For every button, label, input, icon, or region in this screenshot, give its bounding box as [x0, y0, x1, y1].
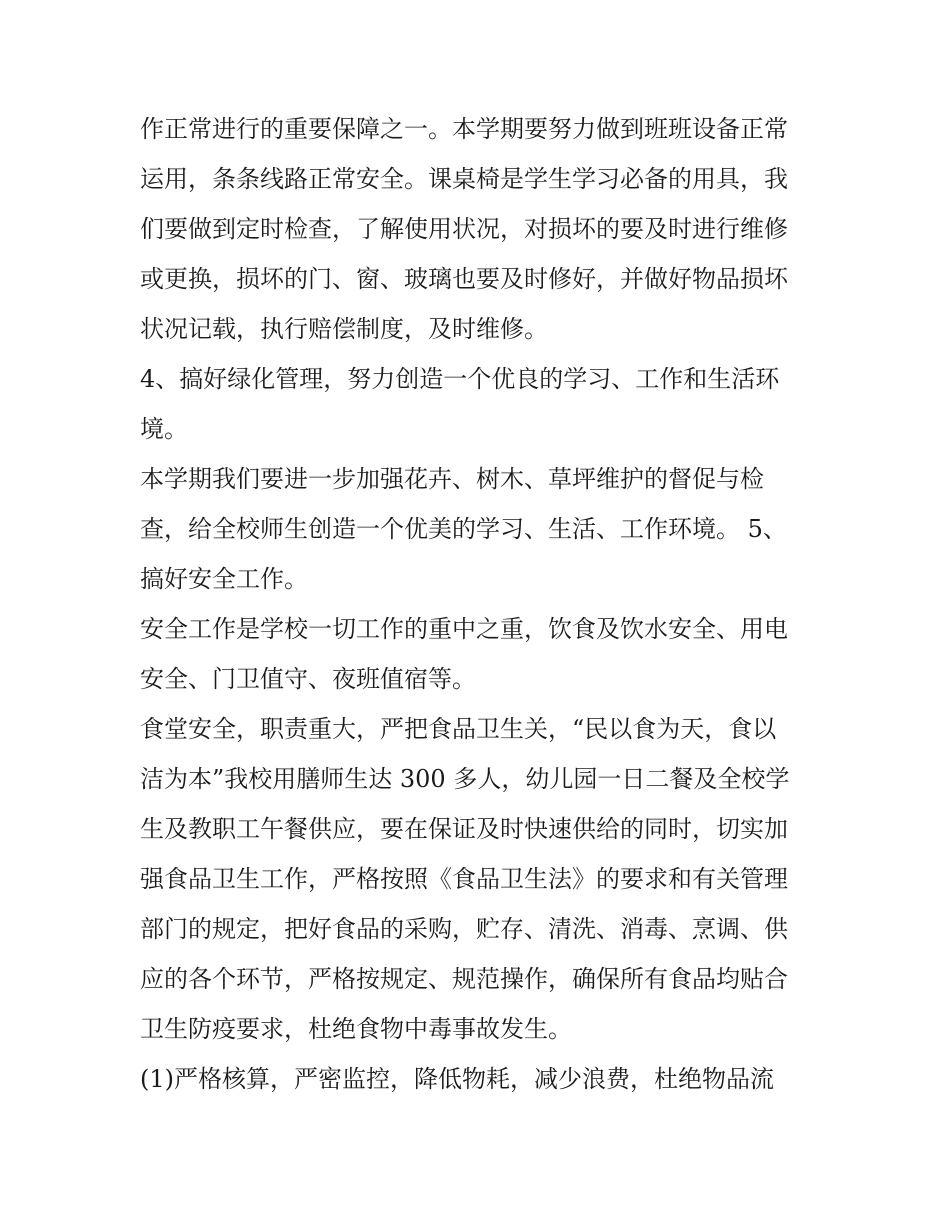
text-line: 境。: [140, 415, 188, 443]
text-line: 安全、门卫值守、夜班值宿等。: [140, 665, 476, 693]
text-line: 4、搞好绿化管理，努力创造一个优良的学习、工作和生活环: [140, 365, 780, 393]
text-line: 状况记载，执行赔偿制度，及时维修。: [140, 315, 548, 343]
text-line: 强食品卫生工作，严格按照《食品卫生法》的要求和有关管理: [140, 865, 788, 893]
text-line: 卫生防疫要求，杜绝食物中毒事故发生。: [140, 1015, 572, 1043]
text-line: 洁为本”我校用膳师生达 300 多人，幼儿园一日二餐及全校学: [140, 765, 790, 793]
text-line: 部门的规定，把好食品的采购，贮存、清洗、消毒、烹调、供: [140, 915, 788, 943]
text-line: 应的各个环节，严格按规定、规范操作，确保所有食品均贴合: [140, 965, 788, 993]
text-line: 运用，条条线路正常安全。课桌椅是学生学习必备的用具，我: [140, 165, 788, 193]
text-line: (1)严格核算，严密监控，降低物耗，减少浪费，杜绝物品流: [140, 1065, 774, 1093]
text-line: 食堂安全，职责重大，严把食品卫生关，“民以食为天，食以: [140, 715, 777, 743]
document-body: [140, 104, 830, 1104]
text-line: 搞好安全工作。: [140, 565, 308, 593]
text-line: 们要做到定时检查，了解使用状况，对损坏的要及时进行维修: [140, 215, 788, 243]
text-line: 或更换，损坏的门、窗、玻璃也要及时修好，并做好物品损坏: [140, 265, 788, 293]
text-line: 查，给全校师生创造一个优美的学习、生活、工作环境。 5、: [140, 515, 787, 543]
text-line: 安全工作是学校一切工作的重中之重，饮食及饮水安全、用电: [140, 615, 788, 643]
text-line: 作正常进行的重要保障之一。本学期要努力做到班班设备正常: [140, 115, 788, 143]
text-line: 本学期我们要进一步加强花卉、树木、草坪维护的督促与检: [140, 465, 764, 493]
text-line: 生及教职工午餐供应，要在保证及时快速供给的同时，切实加: [140, 815, 788, 843]
